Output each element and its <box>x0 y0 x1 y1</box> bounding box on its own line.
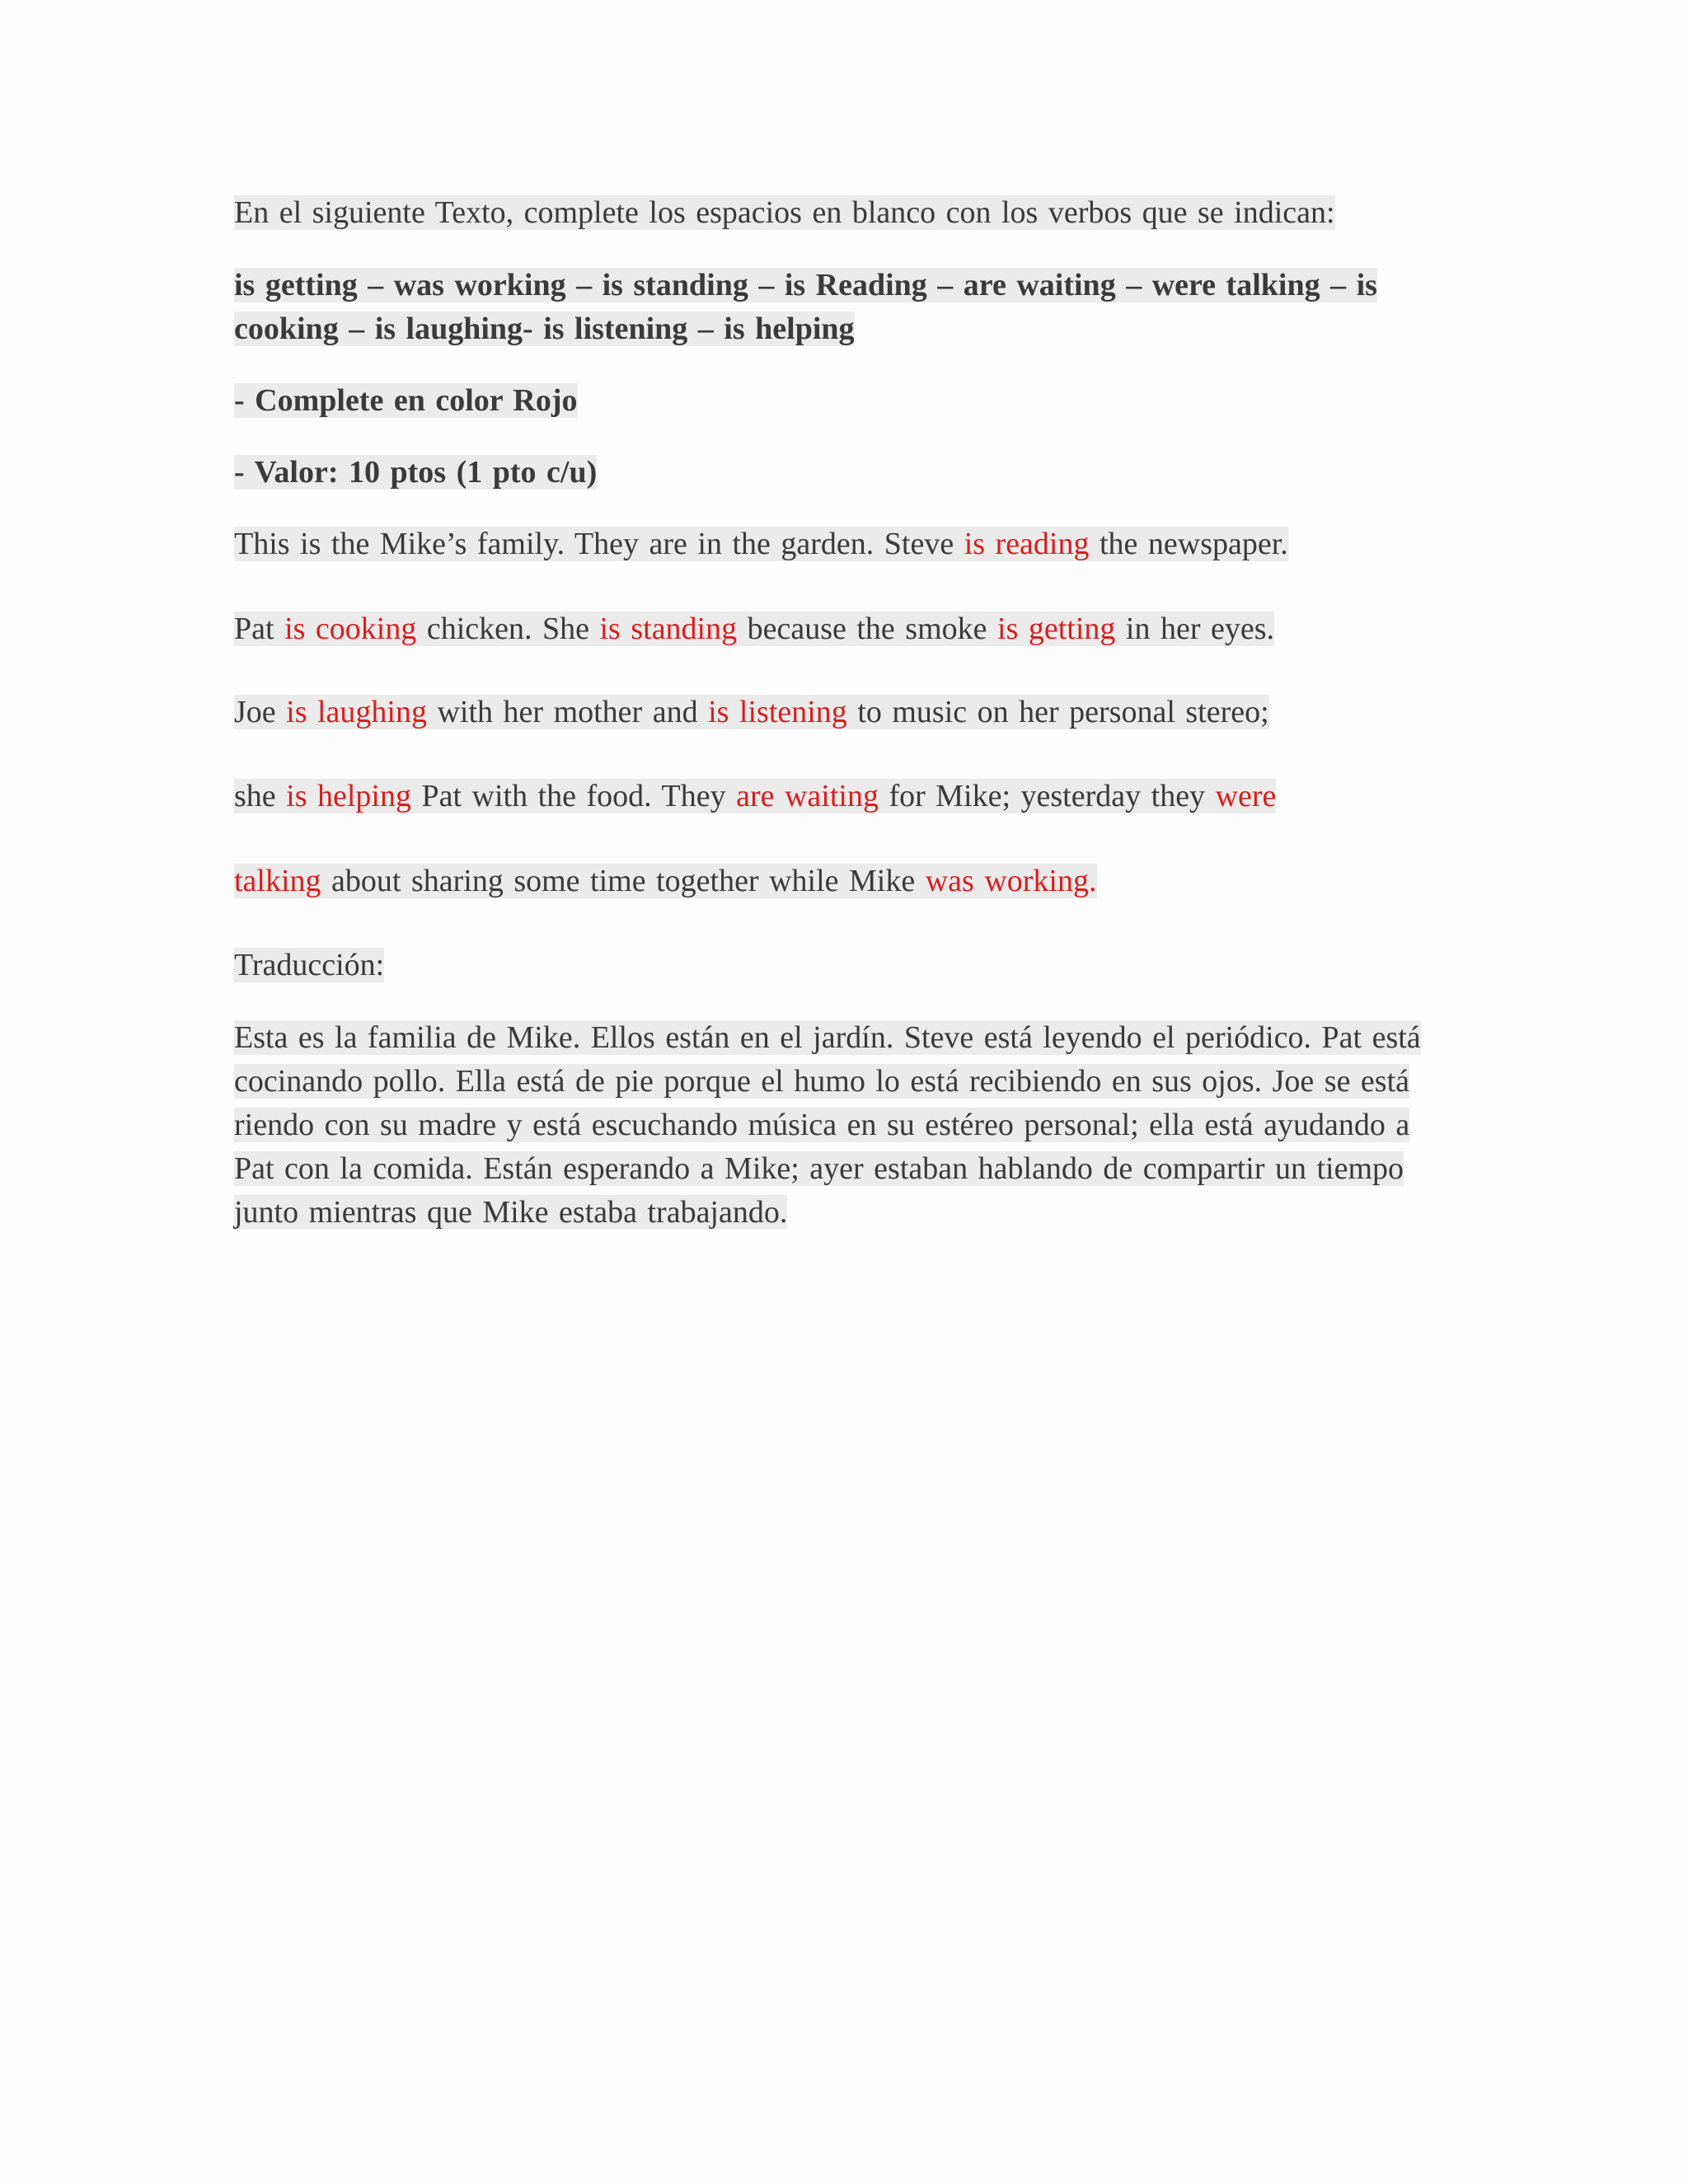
story-segment: she <box>234 779 287 813</box>
translation-label-line <box>234 944 384 987</box>
verb-list-line-1 <box>234 264 1377 307</box>
answer-verb: were <box>1215 779 1277 813</box>
story-line <box>234 523 1288 566</box>
translation-text-1: Esta es la familia de Mike. Ellos están en el jardín. Steve está leyendo el periódico. Pat está <box>234 1020 1421 1055</box>
value-note-line <box>234 451 597 494</box>
story-segment: because the smoke <box>737 612 998 646</box>
answer-verb: is cooking <box>284 612 417 646</box>
story-line <box>234 607 1274 651</box>
translation-line-4 <box>234 1147 1404 1191</box>
translation-line-1 <box>234 1016 1421 1060</box>
story-segment: to music on her personal stereo; <box>846 695 1269 729</box>
story-segment: in her eyes. <box>1115 612 1275 646</box>
answer-verb: is getting <box>997 612 1116 646</box>
complete-note-line <box>234 379 578 423</box>
story-segment: with her mother and <box>426 695 709 729</box>
translation-text-2: cocinando pollo. Ella está de pie porque el humo lo está recibiendo en sus ojos. Joe se está <box>234 1064 1410 1099</box>
answer-verb: is listening <box>708 695 847 729</box>
answer-verb: talking <box>234 864 321 898</box>
story-segment: for Mike; yesterday they <box>878 779 1216 813</box>
answer-verb: is laughing <box>286 695 427 729</box>
translation-line-5 <box>234 1191 787 1235</box>
story-text <box>234 864 1097 898</box>
story-segment: Joe <box>234 695 287 729</box>
instructions-text: En el siguiente Texto, complete los espacios en blanco con los verbos que se indican: <box>234 195 1335 230</box>
story-line <box>234 691 1269 734</box>
answer-verb: is helping <box>286 779 411 813</box>
verb-list-line-2 <box>234 307 855 351</box>
story-segment: about sharing some time together while Mike <box>321 864 926 898</box>
story-segment: Pat with the food. They <box>410 779 737 813</box>
story-text <box>234 779 1276 813</box>
story-segment: This is the Mike’s family. They are in the garden. Steve <box>234 527 964 561</box>
story-line <box>234 860 1097 903</box>
story-segment: Pat <box>234 612 285 646</box>
translation-text-3: riendo con su madre y está escuchando música en su estéreo personal; ella está ayudando a <box>234 1108 1410 1142</box>
translation-line-3 <box>234 1104 1409 1147</box>
verb-list-text-1: is getting – was working – is standing – is Reading – are waiting – were talking – is <box>234 268 1377 302</box>
instructions-line <box>234 191 1335 235</box>
verb-list-text-2: cooking – is laughing- is listening – is helping <box>234 312 855 346</box>
story-segment: the newspaper. <box>1089 527 1288 561</box>
answer-verb: is standing <box>599 612 738 646</box>
answer-verb: is reading <box>964 527 1090 561</box>
story-text <box>234 527 1288 561</box>
translation-text-5: junto mientras que Mike estaba trabajando. <box>234 1195 788 1230</box>
answer-verb: was working. <box>925 864 1097 898</box>
story-text <box>234 695 1269 729</box>
value-note: - Valor: 10 ptos (1 pto c/u) <box>234 455 598 490</box>
story-text <box>234 612 1274 646</box>
answer-verb: are waiting <box>736 779 879 813</box>
complete-note: - Complete en color Rojo <box>234 383 578 418</box>
story-line <box>234 775 1276 818</box>
translation-label: Traducción: <box>234 948 385 982</box>
story-segment: chicken. She <box>416 612 600 646</box>
translation-text-4: Pat con la comida. Están esperando a Mike; ayer estaban hablando de compartir un tiempo <box>234 1151 1404 1186</box>
translation-line-2 <box>234 1060 1409 1104</box>
